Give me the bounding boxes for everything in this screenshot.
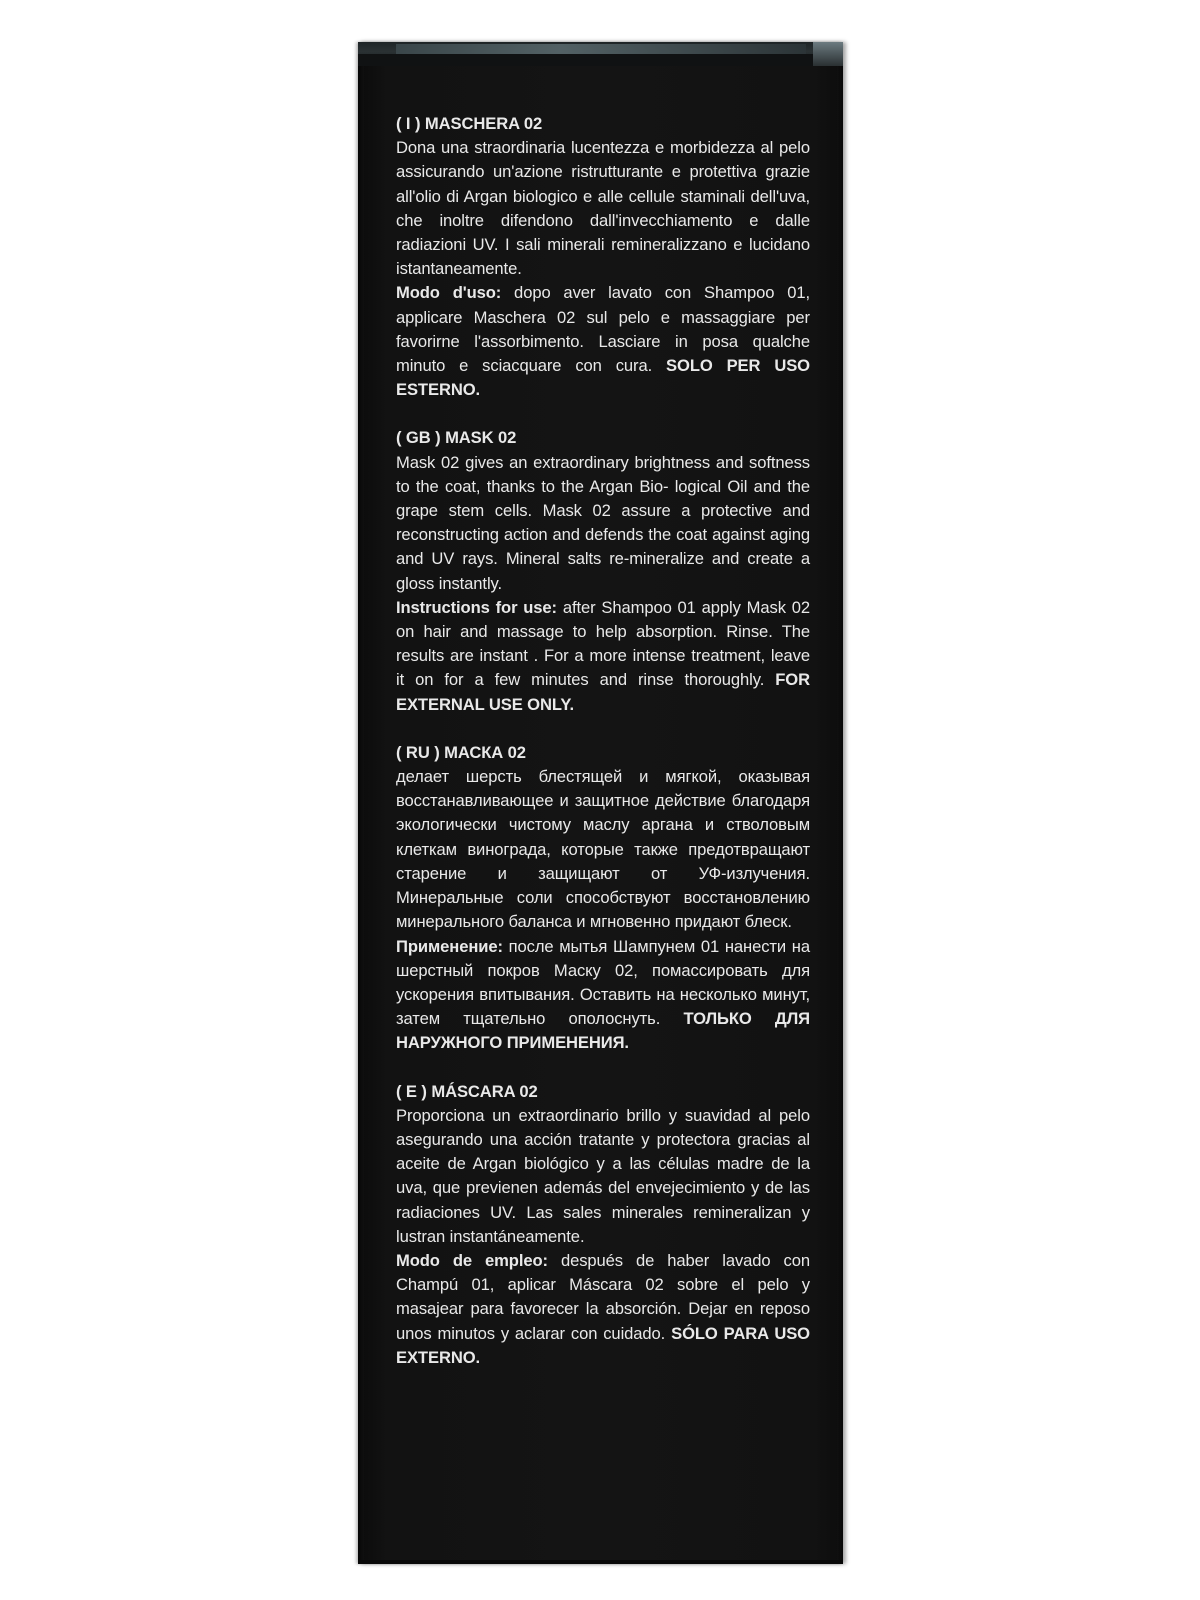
section-description: Proporciona un extraordinario brillo y suavidad al pelo asegurando una acción tratante y protectora gracias al aceite de Argan biológico y a las células madre de la uva, que previenen además del envejecimiento y de las radiaciones UV. Las sales minerales remineralizan y lustran instantáneamente. bbox=[396, 1105, 810, 1246]
flap-shadow bbox=[358, 54, 843, 66]
section-russian bbox=[396, 741, 810, 1056]
usage-warning: SOLO PER USO ESTERNO. bbox=[396, 356, 810, 400]
usage-text: después de haber lavado con Champú 01, aplicar Máscara 02 sobre el pelo y masajear para favorecer la absorción. Dejar en reposo unos minutos y aclarar con cuidado. bbox=[396, 1250, 811, 1343]
usage-label: Instructions for use: bbox=[396, 597, 557, 617]
box-left-edge bbox=[358, 66, 364, 1564]
section-heading: ( E ) MÁSCARA 02 bbox=[396, 1081, 538, 1101]
box-top-flap bbox=[358, 42, 843, 66]
usage-label: Применение: bbox=[396, 936, 503, 956]
box-right-edge bbox=[837, 66, 843, 1564]
usage-label: Modo de empleo: bbox=[396, 1250, 548, 1270]
section-usage bbox=[396, 596, 810, 717]
flap-edge bbox=[396, 44, 806, 54]
section-heading: ( GB ) MASK 02 bbox=[396, 428, 517, 448]
section-usage bbox=[396, 935, 810, 1056]
section-usage bbox=[396, 281, 810, 402]
section-description: делает шерсть блестящей и мягкой, оказывая восстанавливающее и защитное действие благодаря экологически чистому маслу аргана и стволовым клеткам винограда, которые также предотвращают старение и защищают от УФ-излучения. Минеральные соли способствуют восстановлению минерального баланса и мгновенно придают блеск. bbox=[396, 767, 810, 932]
section-description: Dona una straordinaria lucentezza e morbidezza al pelo assicurando un'azione ristrutturante e protettiva grazie all'olio di Argan biologico e alle cellule staminali dell'uva, che inoltre difendono dall'invecchiamento e dalle radiazioni UV. I sali minerali remineralizzano e lucidano istantaneamente. bbox=[396, 138, 810, 279]
section-spanish bbox=[396, 1080, 810, 1370]
usage-text: после мытья Шампунем 01 нанести на шерстный покров Маску 02, помассировать для ускорения впитывания. Оставить на несколько минут, затем тщательно ополоснуть. bbox=[396, 936, 810, 1029]
box-bottom-edge bbox=[358, 1560, 843, 1564]
usage-text: after Shampoo 01 apply Mask 02 on hair and massage to help absorption. Rinse. The results are instant . For a more intense treatment, leave it on for a few minutes and rinse thoroughly. bbox=[396, 597, 810, 690]
flap-corner bbox=[813, 42, 843, 66]
usage-warning: FOR EXTERNAL USE ONLY. bbox=[396, 670, 810, 714]
usage-warning: ТОЛЬКО ДЛЯ НАРУЖНОГО ПРИМЕНЕНИЯ. bbox=[396, 1009, 810, 1053]
section-english bbox=[396, 426, 810, 716]
section-usage bbox=[396, 1249, 810, 1370]
label-text-block bbox=[396, 112, 810, 1394]
usage-warning: SÓLO PARA USO EXTERNO. bbox=[396, 1323, 810, 1367]
section-heading: ( RU ) МАСКА 02 bbox=[396, 742, 526, 762]
section-description: Mask 02 gives an extraordinary brightness and softness to the coat, thanks to the Argan Bio- logical Oil and the grape stem cells. Mask 02 assure a protective and reconstructing action and defends the coat against aging and UV rays. Mineral salts re-mineralize and create a gloss instantly. bbox=[396, 452, 810, 593]
section-italian bbox=[396, 112, 810, 402]
product-box bbox=[358, 42, 843, 1564]
section-heading: ( I ) MASCHERA 02 bbox=[396, 114, 543, 133]
usage-label: Modo d'uso: bbox=[396, 283, 502, 303]
usage-text: dopo aver lavato con Shampoo 01, applicare Maschera 02 sul pelo e massaggiare per favorirne l'assorbimento. Lasciare in posa qualche minuto e sciacquare con cura. bbox=[396, 283, 810, 376]
